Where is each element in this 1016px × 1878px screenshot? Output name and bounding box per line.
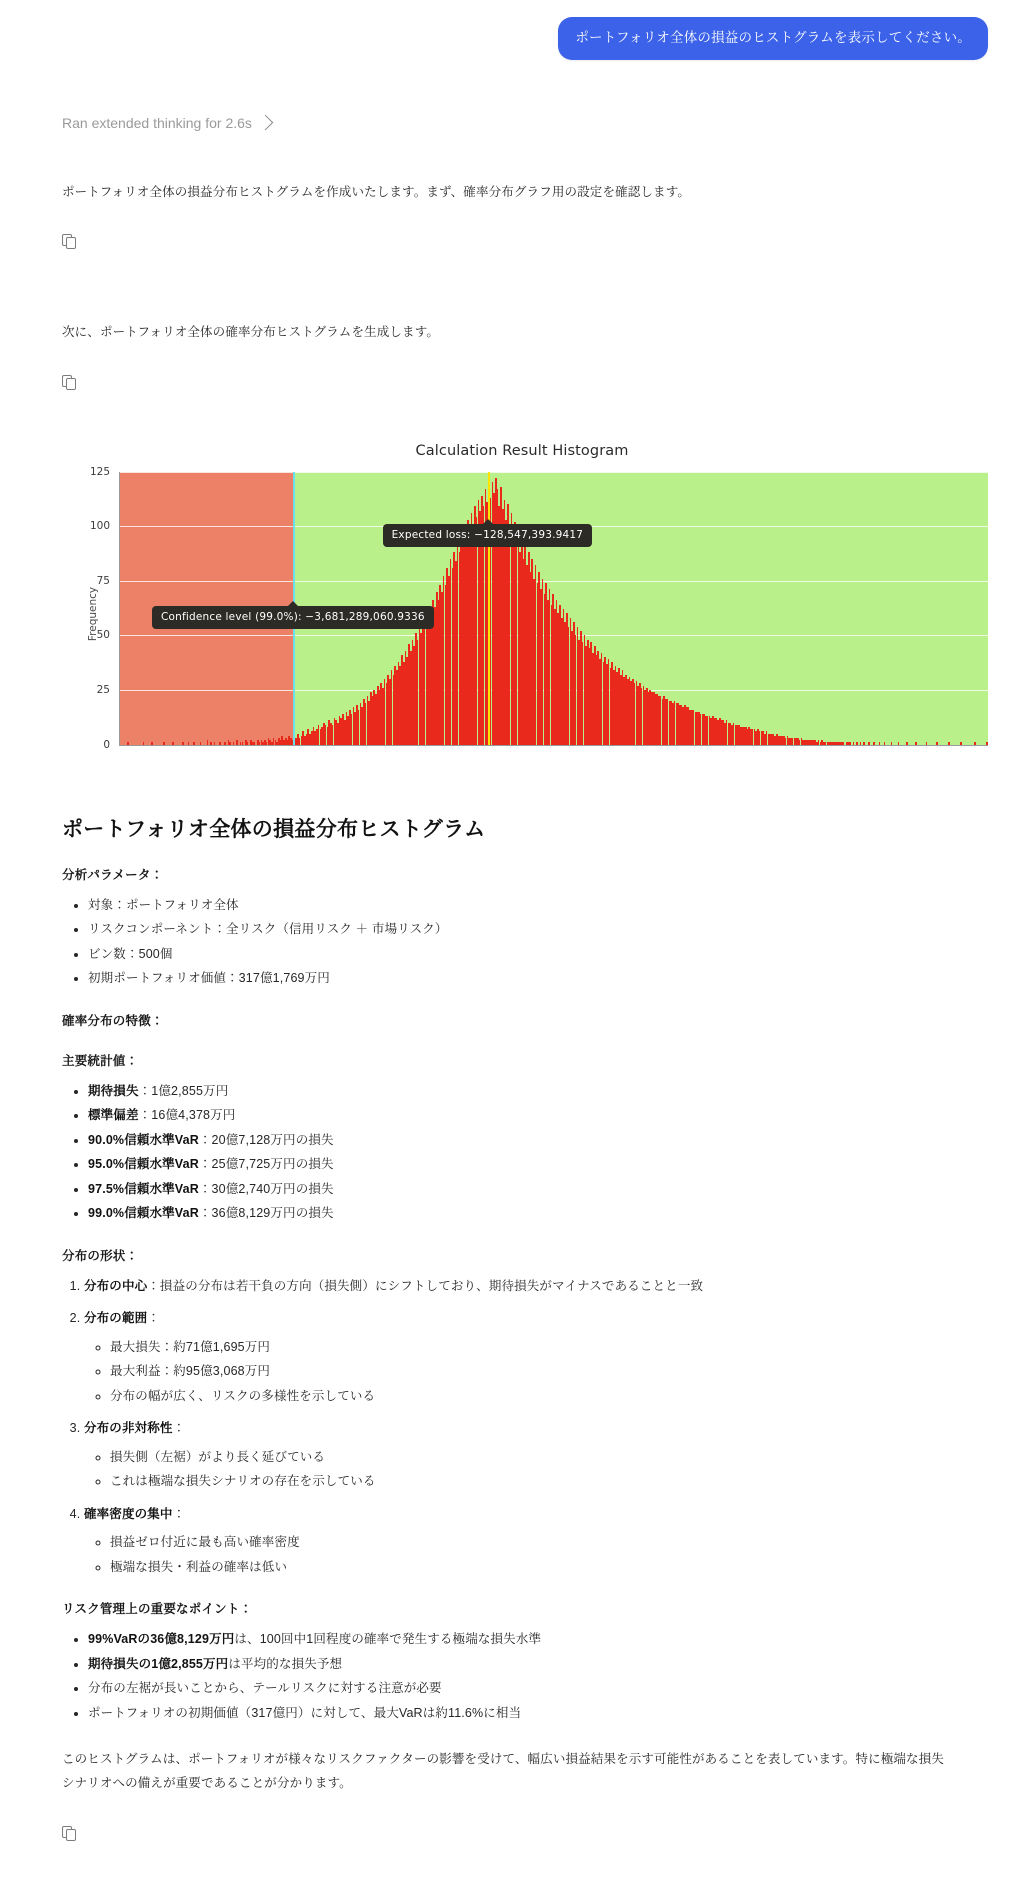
histogram-bar	[229, 742, 231, 744]
risk-list	[62, 1630, 954, 1723]
histogram-bar	[948, 742, 950, 744]
shape-subitem: ◦ 極端な損失・利益の確率は低い	[110, 1558, 954, 1578]
risk-item-text: は、100回中1回程度の確率で発生する極端な損失水準	[234, 1632, 542, 1646]
shape-item	[84, 1309, 954, 1406]
histogram-bar	[849, 742, 851, 744]
expected-loss-tooltip: Expected loss: −128,547,393.9417	[383, 524, 593, 547]
histogram-bar	[219, 742, 221, 744]
histogram-bar	[127, 742, 129, 744]
histogram-bar	[860, 742, 862, 744]
histogram-plot	[119, 472, 988, 746]
copy-button-3[interactable]	[0, 1796, 1016, 1871]
histogram-bar	[200, 742, 202, 744]
user-message-bubble: ポートフォリオ全体の損益のヒストグラムを表示してください。	[558, 17, 988, 60]
shape-item-text: ：	[172, 1506, 186, 1521]
stats-heading: 主要統計値：	[62, 1053, 139, 1068]
risk-item-bold: 期待損失の1億2,855万円	[88, 1656, 229, 1671]
stat-label: 標準偏差	[88, 1108, 139, 1122]
histogram-figure	[0, 396, 1016, 757]
histogram-bar	[853, 742, 855, 744]
assistant-paragraph-1: ポートフォリオ全体の損益分布ヒストグラムを作成いたします。まず、確率分布グラフ用の設定を確認します。	[62, 185, 691, 200]
histogram-bar	[879, 742, 881, 744]
stat-value: ：16億4,378万円	[138, 1108, 236, 1122]
stat-label: 期待損失	[88, 1083, 139, 1098]
histogram-bar	[247, 742, 249, 744]
confidence-level-tooltip: Confidence level (99.0%): −3,681,289,060.9336	[152, 606, 434, 629]
risk-item-text: 分布の左裾が長いことから、テールリスクに対する注意が必要	[88, 1681, 442, 1695]
stat-label: 99.0%信頼水準VaR	[88, 1206, 199, 1220]
y-tick-50: 50	[96, 629, 110, 642]
copy-button-2[interactable]	[62, 345, 954, 396]
stat-value: ：36億8,129万円の損失	[198, 1206, 334, 1220]
shape-item-label: 確率密度の集中	[84, 1506, 173, 1521]
shape-item-text: ：損益の分布は若干負の方向（損失側）にシフトしており、期待損失がマイナスであることと一致	[147, 1278, 704, 1293]
chart-title: Calculation Result Histogram	[415, 442, 629, 459]
stat-item	[88, 1204, 954, 1224]
histogram-bar	[224, 742, 226, 744]
assistant-paragraph-2: 次に、ポートフォリオ全体の確率分布ヒストグラムを生成します。	[62, 325, 440, 340]
histogram-bar	[960, 742, 962, 744]
stat-value: ：1億2,855万円	[138, 1083, 229, 1098]
histogram-bar	[143, 742, 145, 744]
shape-subitem: ◦ 分布の幅が広く、リスクの多様性を示している	[110, 1387, 954, 1407]
stats-list	[62, 1082, 954, 1224]
stat-label: 90.0%信頼水準VaR	[88, 1132, 199, 1147]
stat-item	[88, 1131, 954, 1151]
stat-label: 95.0%信頼水準VaR	[88, 1157, 199, 1171]
copy-icon	[62, 234, 77, 250]
copy-button-1[interactable]	[62, 204, 954, 255]
histogram-bar	[891, 742, 893, 744]
stat-value: ：25億7,725万円の損失	[198, 1157, 334, 1171]
histogram-bar	[906, 742, 908, 744]
stat-item	[88, 1155, 954, 1175]
shape-subitem: ◦ 損失側（左裾）がより長く延びている	[110, 1448, 954, 1468]
histogram-bar	[188, 742, 190, 744]
closing-paragraph: このヒストグラムは、ポートフォリオが様々なリスクファクターの影響を受けて、幅広い損益結果を示す可能性があることを表しています。特に極端な損失シナリオへの備えが重要であることが分かります。	[62, 1752, 945, 1791]
y-tick-0: 0	[103, 738, 110, 751]
histogram-bar	[242, 742, 244, 744]
extended-thinking-toggle[interactable]	[0, 60, 1016, 131]
histogram-bar	[868, 742, 870, 744]
param-item: • 初期ポートフォリオ価値：317億1,769万円	[88, 969, 954, 989]
histogram-bar	[236, 740, 238, 744]
shape-item	[84, 1277, 954, 1297]
stat-item	[88, 1082, 954, 1102]
histogram-bar	[233, 742, 235, 744]
risk-item-bold: 99%VaRの36億8,129万円	[88, 1632, 235, 1646]
shape-sublist	[84, 1338, 954, 1407]
shape-subitem: ◦ これは極端な損失シナリオの存在を示している	[110, 1472, 954, 1492]
expected-loss-line	[488, 472, 490, 745]
article-heading: ポートフォリオ全体の損益分布ヒストグラム	[62, 817, 486, 841]
assistant-response	[0, 131, 1016, 395]
param-item: • ビン数：500個	[88, 945, 954, 965]
histogram-bar	[915, 742, 917, 744]
histogram-bar	[182, 742, 184, 744]
histogram-bar	[986, 742, 988, 744]
histogram-bar	[898, 742, 900, 744]
histogram-bar	[842, 742, 844, 744]
stat-item	[88, 1106, 954, 1126]
stat-item	[88, 1180, 954, 1200]
shape-sublist	[84, 1533, 954, 1577]
risk-item-text: は平均的な損失予想	[228, 1656, 343, 1671]
shape-item-label: 分布の範囲	[84, 1311, 148, 1325]
params-heading: 分析パラメータ：	[62, 867, 164, 882]
risk-item	[88, 1679, 954, 1699]
stat-value: ：20億7,128万円の損失	[198, 1132, 334, 1147]
risk-item	[88, 1655, 954, 1675]
histogram-bar	[210, 742, 212, 744]
shape-subitem: ◦ 最大利益：約95億3,068万円	[110, 1362, 954, 1382]
risk-item	[88, 1630, 954, 1650]
param-item: • リスクコンポーネント：全リスク（信用リスク ＋ 市場リスク）	[88, 920, 954, 940]
extended-thinking-label: Ran extended thinking for 2.6s	[62, 115, 252, 132]
y-tick-25: 25	[96, 683, 110, 696]
risk-item-text: ポートフォリオの初期価値（317億円）に対して、最大VaRは約11.6%に相当	[88, 1705, 522, 1720]
histogram-bar	[856, 742, 858, 744]
shape-list	[62, 1277, 954, 1578]
chevron-right-icon	[258, 115, 274, 131]
dist-features-heading: 確率分布の特徴：	[62, 1013, 164, 1028]
histogram-bar	[873, 742, 875, 744]
param-item: • 対象：ポートフォリオ全体	[88, 896, 954, 916]
histogram-bar	[254, 742, 256, 744]
shape-item	[84, 1419, 954, 1492]
params-list	[62, 896, 954, 989]
copy-icon	[62, 1826, 77, 1842]
user-message-row	[0, 0, 1016, 60]
shape-item	[84, 1505, 954, 1578]
stat-value: ：30億2,740万円の損失	[198, 1181, 334, 1196]
shape-item-text: ：	[172, 1421, 186, 1435]
shape-item-label: 分布の非対称性	[84, 1421, 173, 1435]
analysis-article	[0, 757, 1016, 1796]
shape-item-text: ：	[147, 1311, 160, 1325]
y-axis-label: Frequency	[87, 586, 100, 642]
histogram-bar	[163, 742, 165, 744]
copy-icon	[62, 375, 77, 391]
histogram-bar	[936, 742, 938, 744]
histogram-bar	[151, 742, 153, 744]
chart-plot-area	[0, 465, 1016, 757]
histogram-bar	[172, 742, 174, 744]
shape-sublist	[84, 1448, 954, 1492]
shape-item-label: 分布の中心	[84, 1278, 148, 1293]
stat-label: 97.5%信頼水準VaR	[88, 1181, 199, 1196]
histogram-bar	[207, 740, 209, 744]
histogram-bar	[884, 742, 886, 744]
histogram-bar	[974, 742, 976, 744]
risk-heading: リスク管理上の重要なポイント：	[62, 1602, 253, 1616]
histogram-bar	[214, 742, 216, 744]
histogram-bar	[193, 742, 195, 744]
shape-subitem: ◦ 損益ゼロ付近に最も高い確率密度	[110, 1533, 954, 1553]
y-tick-75: 75	[96, 574, 110, 587]
y-tick-125: 125	[89, 465, 110, 478]
risk-item	[88, 1704, 954, 1724]
y-tick-100: 100	[89, 520, 110, 533]
y-axis-ticks	[80, 465, 110, 751]
histogram-bar	[926, 742, 928, 744]
shape-heading: 分布の形状：	[62, 1248, 139, 1263]
shape-subitem: ◦ 最大損失：約71億1,695万円	[110, 1338, 954, 1358]
histogram-bar	[863, 742, 865, 744]
